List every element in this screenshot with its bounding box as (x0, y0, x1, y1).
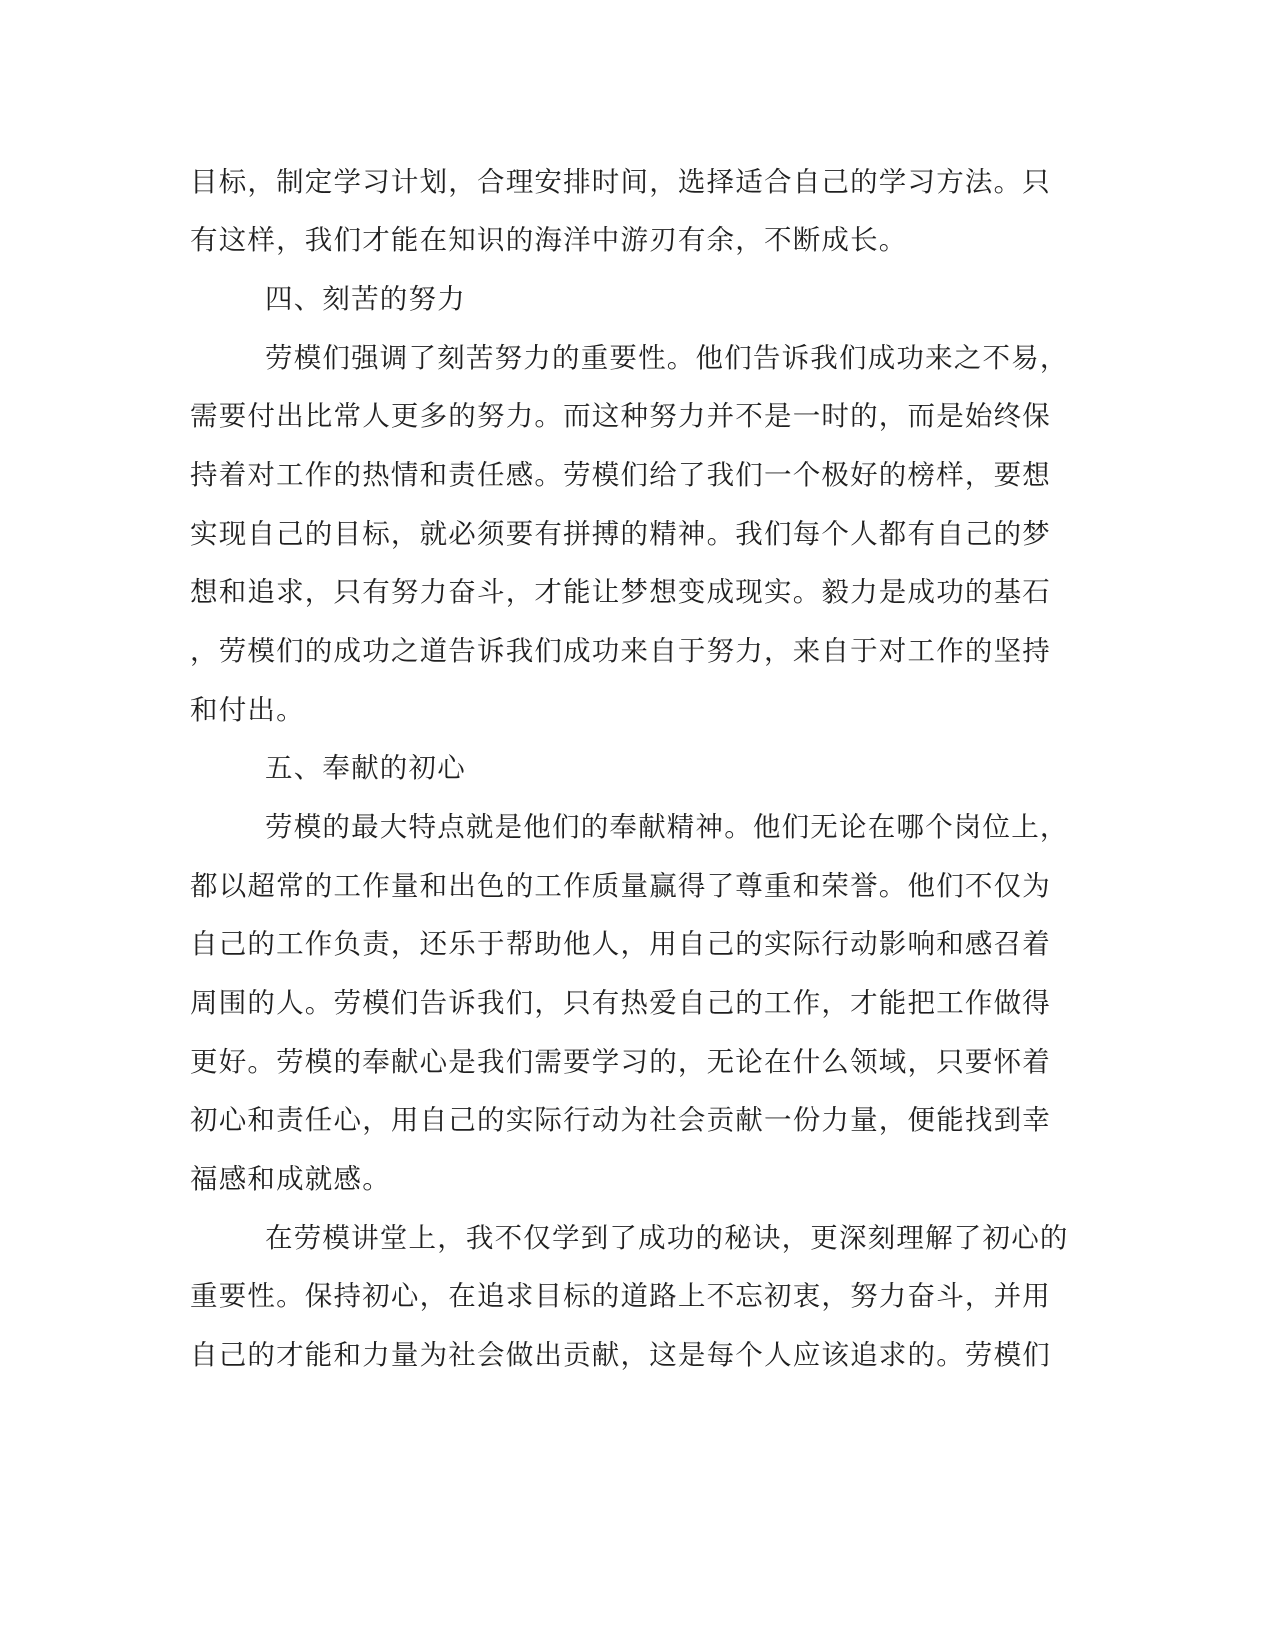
text-line: 需要付出比常人更多的努力。而这种努力并不是一时的，而是始终保 (190, 400, 1051, 432)
text-line: 目标，制定学习计划，合理安排时间，选择适合自己的学习方法。只 (190, 166, 1051, 198)
text-line: 和付出。 (190, 694, 305, 726)
text-line: 都以超常的工作量和出色的工作质量赢得了尊重和荣誉。他们不仅为 (190, 870, 1051, 902)
section-heading: 五、奉献的初心 (265, 752, 466, 784)
text-line: 自己的工作负责，还乐于帮助他人，用自己的实际行动影响和感召着 (190, 928, 1051, 960)
section-heading: 四、刻苦的努力 (265, 283, 466, 315)
text-line: 周围的人。劳模们告诉我们，只有热爱自己的工作，才能把工作做得 (190, 987, 1051, 1019)
text-line: 福感和成就感。 (190, 1163, 391, 1195)
text-line: 在劳模讲堂上，我不仅学到了成功的秘诀，更深刻理解了初心的 (265, 1222, 1069, 1254)
text-line: ，劳模们的成功之道告诉我们成功来自于努力，来自于对工作的坚持 (190, 635, 1051, 667)
text-line: 初心和责任心，用自己的实际行动为社会贡献一份力量，便能找到幸 (190, 1104, 1051, 1136)
text-line: 重要性。保持初心，在追求目标的道路上不忘初衷，努力奋斗，并用 (190, 1280, 1051, 1312)
text-line: 有这样，我们才能在知识的海洋中游刃有余，不断成长。 (190, 224, 908, 256)
text-line: 劳模的最大特点就是他们的奉献精神。他们无论在哪个岗位上， (265, 811, 1069, 843)
text-line: 劳模们强调了刻苦努力的重要性。他们告诉我们成功来之不易， (265, 342, 1069, 374)
text-line: 更好。劳模的奉献心是我们需要学习的，无论在什么领域，只要怀着 (190, 1046, 1051, 1078)
text-line: 实现自己的目标，就必须要有拼搏的精神。我们每个人都有自己的梦 (190, 518, 1051, 550)
text-line: 持着对工作的热情和责任感。劳模们给了我们一个极好的榜样，要想 (190, 459, 1051, 491)
text-line: 自己的才能和力量为社会做出贡献，这是每个人应该追求的。劳模们 (190, 1339, 1051, 1371)
text-line: 想和追求，只有努力奋斗，才能让梦想变成现实。毅力是成功的基石 (190, 576, 1051, 608)
